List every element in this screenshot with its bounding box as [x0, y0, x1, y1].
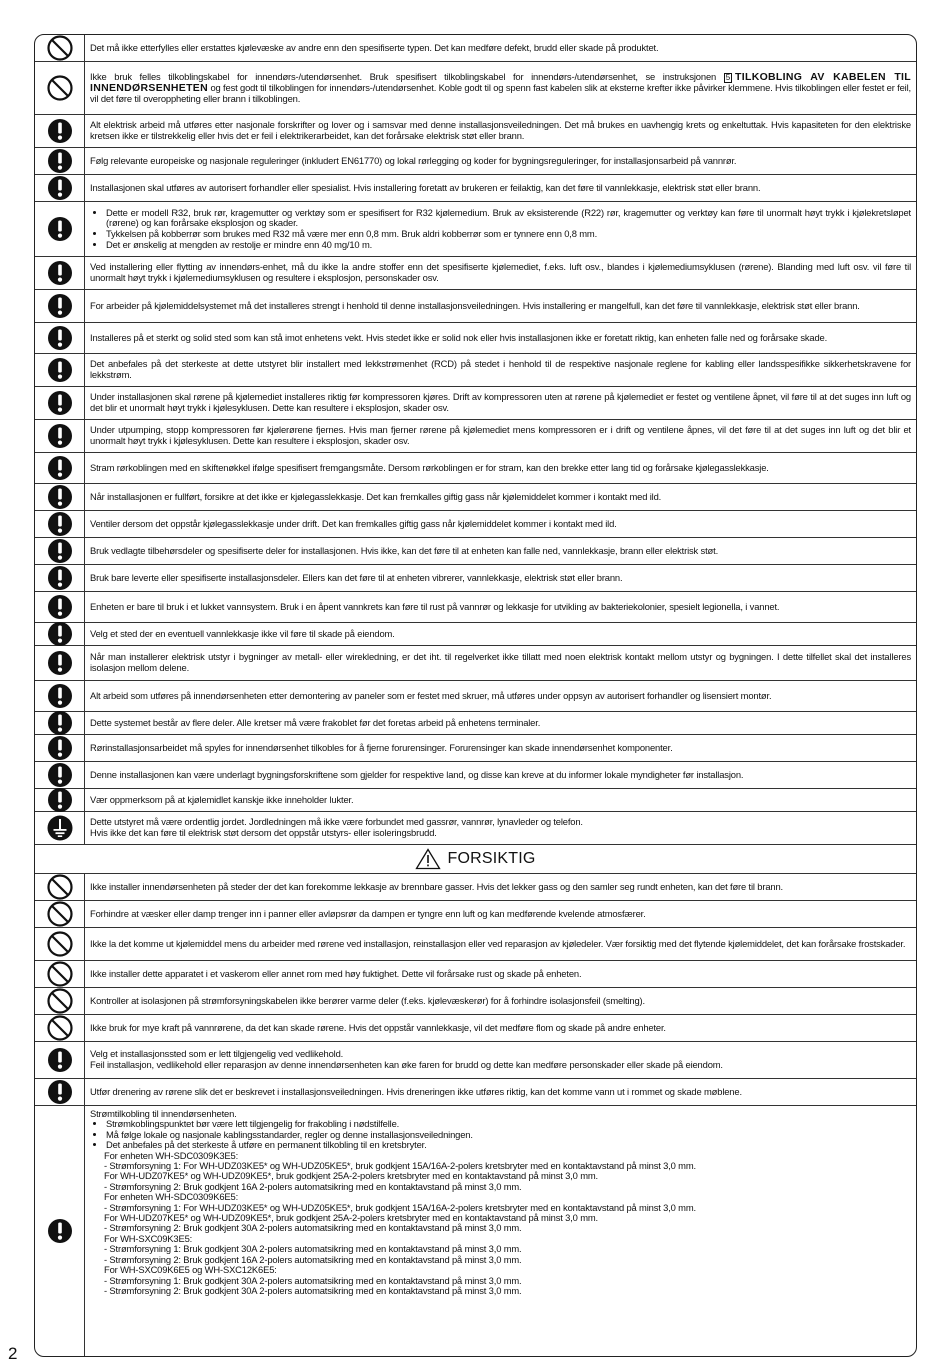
row-text — [85, 762, 916, 788]
prohibition-icon — [46, 873, 74, 901]
mandatory-icon — [46, 620, 74, 648]
prohibition-icon — [46, 74, 74, 102]
table-row — [35, 927, 916, 960]
row-icon-cell — [35, 453, 85, 483]
row-text-body: Dette systemet består av flere deler. Alle kretser må være frakoblet før det foretas arbeid på enhetens terminaler. — [90, 716, 541, 728]
mandatory-icon — [46, 593, 74, 621]
row-icon-cell — [35, 789, 85, 811]
caution-header — [35, 844, 916, 873]
row-icon-cell — [35, 290, 85, 322]
power-detail-line: - Strømforsyning 2: Bruk godkjent 16A 2-polers automatsikring med en kontaktavstand på minst 3,0 mm. — [104, 1253, 522, 1265]
row-text — [85, 323, 916, 353]
table-row — [35, 289, 916, 322]
page-number: 2 — [8, 1344, 18, 1363]
row-text-body: Under installasjonen skal rørene på kjølemediet installeres riktig før kompressoren kjøres. Drift av kompressoren uten at rørene på kjølemediet er festet og ventilene åpnet, vil føre til at det suges inn luft og det blir et unormalt høyt trykk i kjølesyklusen. Dette kan resultere i eksplosjon, skader osv. — [90, 391, 911, 413]
table-row — [35, 788, 916, 811]
row-text — [85, 538, 916, 564]
mandatory-icon — [46, 682, 74, 710]
row-text-line: Dette utstyret må være ordentlig jordet. Jordledningen må ikke være forbundet med gassrør, vannrør, lynavleder og telefon. — [90, 816, 583, 828]
power-detail-line: For WH-UDZ07KE5* og WH-UDZ09KE5*, bruk godkjent 25A-2-polers kretsbryter med en kontaktavstand på minst 3,0 mm. — [104, 1170, 598, 1182]
row-text-body: For arbeider på kjølemiddelsystemet må det installeres strengt i henhold til denne installasjonsveiledningen. Hvis installering er mangelfull, kan det føre til vannlekkasje, elektrisk støt eller brann. — [90, 299, 860, 311]
prohibition-icon — [46, 34, 74, 62]
power-detail-line: - Strømforsyning 1: Bruk godkjent 30A 2-polers automatsikring med en kontaktavstand på minst 3,0 mm. — [104, 1243, 522, 1255]
mandatory-icon — [46, 454, 74, 482]
table-row — [35, 114, 916, 147]
power-detail-line: For WH-UDZ07KE5* og WH-UDZ09KE5*, bruk godkjent 25A-2-polers kretsbryter med en kontaktavstand på minst 3,0 mm. — [104, 1212, 598, 1224]
table-row — [35, 761, 916, 788]
mandatory-icon — [46, 761, 74, 789]
list-item-text: Strømkoblingspunktet bør være lett tilgjengelig for frakobling i nødstilfelle. — [106, 1118, 400, 1130]
row-text — [85, 290, 916, 322]
power-detail-line: For enheten WH-SDC0309K3E5: — [104, 1149, 239, 1161]
row-text-body: Kontroller at isolasjonen på strømforsyningskabelen ikke berører varme deler (f.eks. kjølevæskerør) for å forhindre isolasjonsfeil (smelting). — [90, 994, 645, 1006]
row-text — [85, 453, 916, 483]
row-icon-cell — [35, 1015, 85, 1041]
mandatory-icon — [46, 147, 74, 175]
table-row — [35, 1078, 916, 1105]
row-text — [85, 202, 916, 256]
row-text-body: Følg relevante europeiske og nasjonale reguleringer (inkludert EN61770) og lokal rørlegging og koder for bygningsreguleringer, for installasjonsarbeid på vannrør. — [90, 154, 737, 166]
row-text-body: Installeres på et sterkt og solid sted som kan stå imot enhetens vekt. Hvis stedet ikke er solid nok eller hvis installasjonen ikke er foretatt riktig, kan enheten falle ned og forårsake skade. — [90, 331, 828, 343]
mandatory-icon — [46, 389, 74, 417]
prohibition-icon — [46, 987, 74, 1015]
row-icon-cell — [35, 988, 85, 1014]
row-icon-cell — [35, 928, 85, 960]
table-row — [35, 1105, 916, 1356]
row-text-body: Vær oppmerksom på at kjølemidlet kanskje ikke inneholder lukter. — [90, 793, 354, 805]
table-row — [35, 510, 916, 537]
table-row — [35, 386, 916, 419]
row-icon-cell — [35, 1106, 85, 1356]
row-text-body: Ikke installer dette apparatet i et vaskerom eller annet rom med høy fuktighet. Dette vil forårsake rust og skade på enheten. — [90, 967, 582, 979]
table-row — [35, 645, 916, 680]
mandatory-icon — [46, 483, 74, 511]
row-icon-cell — [35, 592, 85, 622]
table-row — [35, 201, 916, 256]
mandatory-icon — [46, 174, 74, 202]
table-row — [35, 811, 916, 844]
row-icon-cell — [35, 62, 85, 114]
table-row — [35, 537, 916, 564]
table-row — [35, 174, 916, 201]
list-item — [106, 208, 911, 229]
row-text — [85, 565, 916, 591]
row-text-body: Ikke bruk for mye kraft på vannrørene, da det kan skade rørene. Hvis det oppstår vannlekkasje, vil det medføre flom og skade på andre enheter. — [90, 1021, 666, 1033]
row-text — [85, 988, 916, 1014]
power-detail-line: For WH-SXC09K6E5 og WH-SXC12K6E5: — [104, 1264, 277, 1276]
mandatory-icon — [46, 259, 74, 287]
table-row — [35, 61, 916, 114]
mandatory-icon — [46, 1078, 74, 1106]
warning-triangle-icon — [415, 848, 441, 870]
mandatory-icon — [46, 786, 74, 814]
row-text-body: Utfør drenering av rørene slik det er beskrevet i installasjonsveiledningen. Hvis dreneringen ikke utføres riktig, kan det komme vann ut i rommet og skade møblene. — [90, 1085, 742, 1097]
row-text — [85, 354, 916, 386]
power-detail-line: - Strømforsyning 1: Bruk godkjent 30A 2-polers automatsikring med en kontaktavstand på minst 3,0 mm. — [104, 1274, 522, 1286]
row-icon-cell — [35, 623, 85, 645]
row-text-body: Installasjonen skal utføres av autorisert forhandler eller spesialist. Hvis installering foretatt av brukeren er feilaktig, kan det føre til vannlekkasje, elektrisk støt eller brann. — [90, 181, 761, 193]
row-text — [85, 115, 916, 147]
row-text — [85, 484, 916, 510]
table-row — [35, 483, 916, 510]
row-text — [85, 812, 916, 844]
row-text-body: Forhindre at væsker eller damp trenger inn i panner eller avløpsrør da dampen er tyngre enn luft og kan medførende kvelende atmosfærer. — [90, 907, 646, 919]
list-item-text: Tykkelsen på kobberrør som brukes med R32 må være mer enn 0,8 mm. Bruk aldri kobberrør som er tynnere enn 0,8 mm. — [106, 228, 598, 239]
row-text-body: Ikke installer innendørsenheten på steder der det kan forekomme lekkasje av brennbare gasser. Hvis det lekker gass og den samler seg rundt enheten, kan det føre til brann. — [90, 880, 783, 892]
safety-table — [34, 34, 917, 1357]
row-text-body: Det anbefales på det sterkeste at dette utstyret blir installert med lekkstrømenhet (RCD) på stedet i henhold til de respektive nasjonale reglene for kabling eller landsspesifikke sikkerhetskravene for lekkstrøm. — [90, 358, 911, 380]
power-detail-line: - Strømforsyning 1: For WH-UDZ03KE5* og WH-UDZ05KE5*, bruk godkjent 15A/16A-2-polers kretsbryter med en kontaktavstand på minst 3,0 mm. — [104, 1160, 696, 1172]
row-icon-cell — [35, 115, 85, 147]
prohibition-icon — [46, 960, 74, 988]
table-row — [35, 1041, 916, 1078]
row-text-body: Ikke bruk felles tilkoblingskabel for innendørs-/utendørsenhet. Bruk spesifisert tilkoblingskabel for innendørs-/utendørsenhet, se instruksjonen — [90, 70, 724, 82]
mandatory-icon — [46, 649, 74, 677]
row-text-body: Alt arbeid som utføres på innendørsenheten etter demontering av paneler som er festet med skruer, må utføres under oppsyn av autorisert forhandler og lisensiert montør. — [90, 689, 772, 701]
mandatory-icon — [46, 117, 74, 145]
power-detail-line: - Strømforsyning 2: Bruk godkjent 30A 2-polers automatsikring med en kontaktavstand på minst 3,0 mm. — [104, 1222, 522, 1234]
mandatory-icon — [46, 356, 74, 384]
row-text-line: Velg et installasjonssted som er lett tilgjengelig ved vedlikehold. — [90, 1048, 344, 1060]
row-icon-cell — [35, 35, 85, 61]
row-text-body: Velg et sted der en eventuell vannlekkasje ikke vil føre til skade på eiendom. — [90, 627, 395, 639]
row-text — [85, 1015, 916, 1041]
table-row — [35, 734, 916, 761]
table-row — [35, 680, 916, 711]
row-icon-cell — [35, 762, 85, 788]
row-icon-cell — [35, 354, 85, 386]
mandatory-icon — [46, 734, 74, 762]
table-row — [35, 35, 916, 61]
power-detail-line: - Strømforsyning 2: Bruk godkjent 16A 2-polers automatsikring med en kontaktavstand på minst 3,0 mm. — [104, 1180, 522, 1192]
row-icon-cell — [35, 646, 85, 680]
row-icon-cell — [35, 387, 85, 419]
table-row — [35, 353, 916, 386]
row-text — [85, 1079, 916, 1105]
row-text — [85, 681, 916, 711]
row-icon-cell — [35, 484, 85, 510]
table-row — [35, 900, 916, 927]
mandatory-icon — [46, 292, 74, 320]
table-row — [35, 622, 916, 645]
row-text — [85, 928, 916, 960]
row-text-body: Rørinstallasjonsarbeidet må spyles for innendørsenhet tilkobles for å fjerne forurensinger. Forurensinger kan skade innendørsenhet komponenter. — [90, 741, 673, 753]
table-row — [35, 419, 916, 452]
row-text — [85, 961, 916, 987]
row-text-line: Hvis ikke det kan føre til elektrisk støt dersom det oppstår utstyrs- eller isoleringsbrudd. — [90, 827, 437, 838]
row-text — [85, 420, 916, 452]
prohibition-icon — [46, 930, 74, 958]
row-text — [85, 387, 916, 419]
list-item-text: Dette er modell R32, bruk rør, kragemutter og verktøy som er spesifisert for R32 kjølemedium. Bruk av eksisterende (R22) rør, kragemutter og verktøy kan føre til unormalt høyt trykk i kjølekretsløpet (rørene) og kan forårsake eksplosjon og skader. — [106, 206, 911, 229]
caution-section — [35, 873, 916, 1105]
row-icon-cell — [35, 681, 85, 711]
row-text-body: Under utpumping, stopp kompressoren før kjølerørene fjernes. Hvis man fjerner rørene på kjølemediet mens kompressoren er i drift og ventilene åpnes, vil det føre til at det suges inn luft og det blir et unormalt høyt trykk i kjølesyklusen. Dette kan resultere i eksplosjon, skader osv. — [90, 424, 911, 446]
row-icon-cell — [35, 257, 85, 289]
table-row — [35, 960, 916, 987]
table-row — [35, 987, 916, 1014]
row-icon-cell — [35, 565, 85, 591]
row-text — [85, 148, 916, 174]
mandatory-icon — [46, 564, 74, 592]
table-row — [35, 1014, 916, 1041]
mandatory-icon — [46, 709, 74, 737]
mandatory-icon — [46, 1217, 74, 1245]
row-text-body: Når man installerer elektrisk utstyr i bygninger av metall- eller wirekledning, er det iht. til regelverket ikke tillatt med noen elektrisk kontakt mellom utstyr og bygningen. I dette tilfellet skal det installeres isolasjon mellom delene. — [90, 651, 911, 673]
row-text — [85, 175, 916, 201]
list-item-text: Det er ønskelig at mengden av restolje er mindre enn 40 mg/10 m. — [106, 238, 373, 250]
table-row — [35, 147, 916, 174]
list-item — [106, 240, 911, 251]
row-text — [85, 623, 916, 645]
row-text-line: Feil installasjon, vedlikehold eller reparasjon av denne innendørsenheten kan øke faren for brudd og dette kan medføre personskader eller skade på eiendom. — [90, 1059, 723, 1070]
row-icon-cell — [35, 1079, 85, 1105]
section-ref-title: TILKOBLING AV KABELEN TIL INNENDØRSENHETEN — [90, 70, 911, 94]
row-icon-cell — [35, 511, 85, 537]
caution-title: FORSIKTIG — [447, 850, 536, 867]
table-row — [35, 322, 916, 353]
row-text-body: Stram rørkoblingen med en skiftenøkkel ifølge spesifisert fremgangsmåte. Dersom rørkoblingen er for stram, kan den brekke etter lang tid og forårsake kjølegasslekkasje. — [90, 461, 769, 473]
table-row — [35, 452, 916, 483]
row-text-body: Ikke la det komme ut kjølemiddel mens du arbeider med rørene ved installasjon, reinstallasjon eller ved reparasjon av kjøledeler. Vær forsiktig med det flytende kjølemiddelet, det kan forårsake frostskader. — [90, 937, 906, 949]
row-text — [85, 712, 916, 734]
mandatory-icon — [46, 324, 74, 352]
row-icon-cell — [35, 420, 85, 452]
mandatory-icon — [46, 215, 74, 243]
row-text — [85, 35, 916, 61]
row-text — [85, 646, 916, 680]
row-text — [85, 874, 916, 900]
row-text — [85, 1042, 916, 1078]
row-text-body: Ved installering eller flytting av innendørs-enhet, må du ikke la andre stoffer enn det spesifiserte kjølemediet, f.eks. luft osv., blandes i kjølemediumsyklusen (rørene). Blanding med luft osv. vil føre til unormalt høyt trykk i kjølemediumsyklusen og resultere i eksplosjon, personskader osv. — [90, 261, 911, 283]
mandatory-icon — [46, 1046, 74, 1074]
power-detail-line: - Strømforsyning 1: For WH-UDZ03KE5* og WH-UDZ05KE5*, bruk godkjent 15A/16A-2-polers kretsbryter med en kontaktavstand på minst 3,0 mm. — [104, 1201, 696, 1213]
row-text-body: Denne installasjonen kan være underlagt bygningsforskriftene som gjelder for respektive land, og disse kan kreve at du informer lokale myndigheter før installasjon. — [90, 768, 744, 780]
power-detail-line: - Strømforsyning 2: Bruk godkjent 30A 2-polers automatsikring med en kontaktavstand på minst 3,0 mm. — [104, 1284, 522, 1296]
row-text-body: Alt elektrisk arbeid må utføres etter nasjonale forskrifter og lover og i samsvar med denne installasjonsveiledningen. Det må brukes en uavhengig krets og enkeltuttak. Hvis kapasiteten for den elektriske kretsen ikke er tilstrekkelig eller hvis det er feil i elektrikerarbeidet, kan det forårsake elektrisk støt eller brann. — [90, 119, 911, 141]
row-text-body: Det må ikke etterfylles eller erstattes kjølevæske av andre enn den spesifiserte typen. Det kan medføre defekt, brudd eller skade på produktet. — [90, 41, 659, 53]
table-row — [35, 591, 916, 622]
row-text-body: Enheten er bare til bruk i et lukket vannsystem. Bruk i en åpent vannkrets kan føre til rust på vannrør og lekkasje for utvikling av bakteriekolonier, spesielt legionella, i vannet. — [90, 600, 780, 612]
row-icon-cell — [35, 1042, 85, 1078]
row-icon-cell — [35, 812, 85, 844]
row-text-body: Ventiler dersom det oppstår kjølegasslekkasje under drift. Det kan fremkalles giftig gass når kjølemiddelet kommer i kontakt med ild. — [90, 517, 617, 529]
row-icon-cell — [35, 874, 85, 900]
row-icon-cell — [35, 961, 85, 987]
row-icon-cell — [35, 202, 85, 256]
row-icon-cell — [35, 148, 85, 174]
prohibition-icon — [46, 900, 74, 928]
row-text — [85, 735, 916, 761]
row-text-body: Bruk vedlagte tilbehørsdeler og spesifiserte deler for installasjonen. Hvis ikke, kan det føre til at enheten kan falle ned, vannlekkasje, brann eller elektrisk støt. — [90, 544, 719, 556]
mandatory-icon — [46, 537, 74, 565]
table-row — [35, 564, 916, 591]
row-icon-cell — [35, 175, 85, 201]
row-text — [85, 789, 916, 811]
row-icon-cell — [35, 712, 85, 734]
list-item-text: Det anbefales på det sterkeste å utføre en permanent tilkobling til en kretsbryter. — [106, 1139, 427, 1151]
row-icon-cell — [35, 323, 85, 353]
power-detail-line: For enheten WH-SDC0309K6E5: — [104, 1191, 239, 1203]
section-ref-number: 5 — [725, 72, 731, 82]
row-text — [85, 901, 916, 927]
power-section — [35, 1105, 916, 1356]
row-icon-cell — [35, 735, 85, 761]
row-icon-cell — [35, 901, 85, 927]
ground-icon — [46, 814, 74, 842]
list-item-text: Må følge lokale og nasjonale kablingsstandarder, regler og denne installasjonsveiledningen. — [106, 1128, 473, 1140]
row-text — [85, 257, 916, 289]
power-intro: Strømtilkobling til innendørsenheten. — [90, 1108, 237, 1119]
row-text-body: og fest godt til tilkoblingen for innendørs-/utendørsenhet. Koble godt til og spenn fast kabelen slik at eksterne krefter ikke påvirker klemmene. Hvis tilkoblingen eller festet er feil, vil det føre til overoppheting eller brann i tilkoblingen. — [90, 81, 911, 104]
warning-section — [35, 35, 916, 844]
prohibition-icon — [46, 1014, 74, 1042]
row-icon-cell — [35, 538, 85, 564]
row-text — [85, 511, 916, 537]
row-text-body: Bruk bare leverte eller spesifiserte installasjonsdeler. Ellers kan det føre til at enheten vibrerer, vannlekkasje, elektrisk støt eller brann. — [90, 571, 623, 583]
row-text — [85, 1106, 916, 1356]
power-detail-line: For WH-SXC09K3E5: — [104, 1232, 193, 1244]
table-row — [35, 256, 916, 289]
mandatory-icon — [46, 422, 74, 450]
row-text — [85, 592, 916, 622]
table-row — [35, 711, 916, 734]
row-text-body: Når installasjonen er fullført, forsikre at det ikke er kjølegasslekkasje. Det kan fremkalles giftig gass når kjølemiddelet kommer i kontakt med ild. — [90, 490, 662, 502]
mandatory-icon — [46, 510, 74, 538]
row-text — [85, 62, 916, 114]
table-row — [35, 873, 916, 900]
